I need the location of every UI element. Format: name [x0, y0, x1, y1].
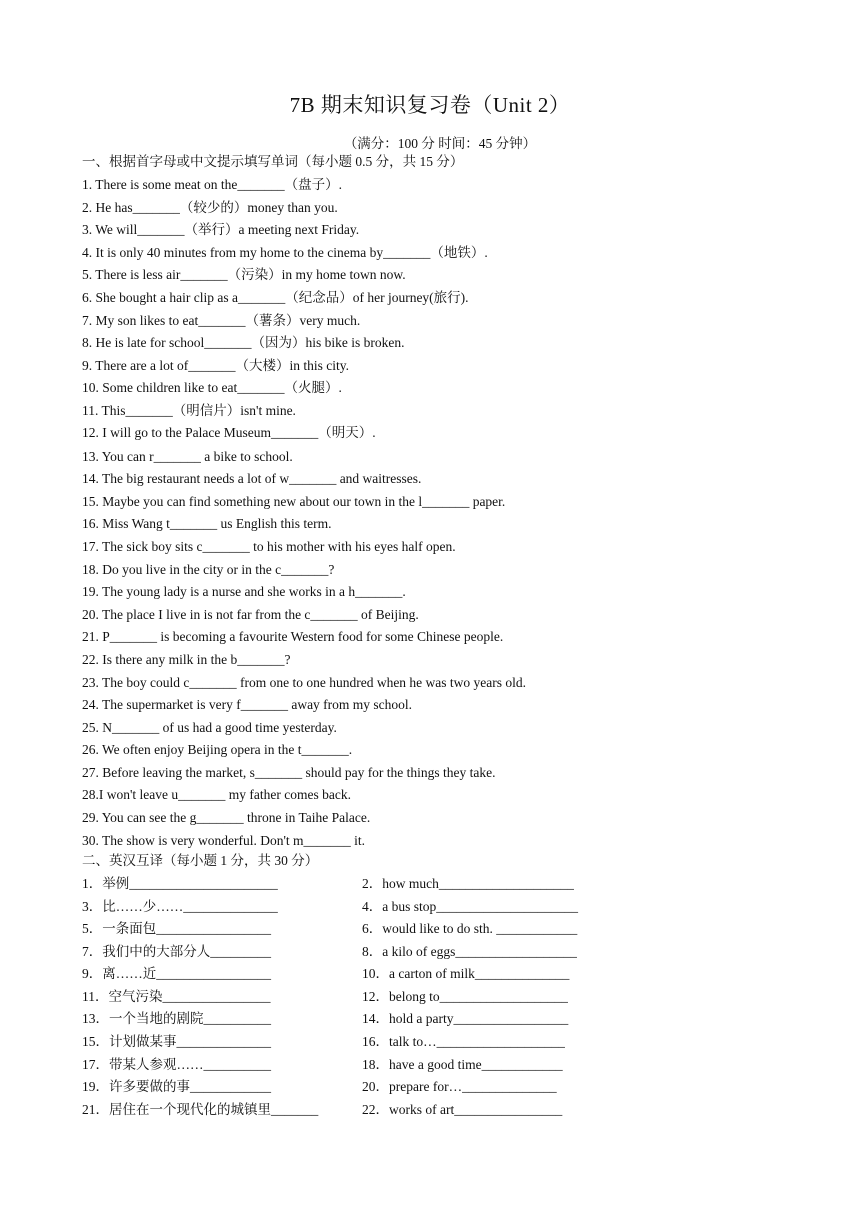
- translation-item: 22．works of art________________: [362, 1102, 563, 1117]
- question-line: 12. I will go to the Palace Museum_______（明天）.: [82, 425, 376, 440]
- translation-item: 14．hold a party_________________: [362, 1011, 569, 1026]
- question-line: 15. Maybe you can find something new about our town in the l_______ paper.: [82, 494, 506, 509]
- question-line: 29. You can see the g_______ throne in Taihe Palace.: [82, 810, 371, 825]
- question-line: 6. She bought a hair clip as a_______（纪念品）of her journey(旅行).: [82, 290, 469, 305]
- question-line: 8. He is late for school_______（因为）his bike is broken.: [82, 335, 405, 350]
- translation-item: 12．belong to___________________: [362, 989, 568, 1004]
- page-title: 7B 期末知识复习卷（Unit 2）: [289, 93, 571, 117]
- translation-item: 7．我们中的大部分人_________: [82, 944, 271, 959]
- translation-item: 15．计划做某事______________: [82, 1034, 271, 1049]
- question-line: 25. N_______ of us had a good time yesterday.: [82, 720, 337, 735]
- translation-item: 20．prepare for…______________: [362, 1079, 557, 1094]
- question-line: 21. P_______ is becoming a favourite Western food for some Chinese people.: [82, 629, 504, 644]
- translation-item: 3．比……少……______________: [82, 899, 278, 914]
- question-line: 13. You can r_______ a bike to school.: [82, 449, 293, 464]
- section1-heading: 一、根据首字母或中文提示填写单词（每小题 0.5 分，共 15 分）: [82, 154, 464, 169]
- question-line: 11. This_______（明信片）isn't mine.: [82, 403, 296, 418]
- question-line: 3. We will_______（举行）a meeting next Friday.: [82, 222, 360, 237]
- translation-item: 5．一条面包_________________: [82, 921, 271, 936]
- section2-heading: 二、英汉互译（每小题 1 分，共 30 分）: [82, 853, 319, 868]
- translation-item: 18．have a good time____________: [362, 1057, 563, 1072]
- translation-item: 17．带某人参观……__________: [82, 1057, 271, 1072]
- question-line: 1. There is some meat on the_______（盘子）.: [82, 177, 342, 192]
- question-line: 24. The supermarket is very f_______ away from my school.: [82, 697, 413, 712]
- question-line: 20. The place I live in is not far from the c_______ of Beijing.: [82, 607, 419, 622]
- translation-item: 13．一个当地的剧院__________: [82, 1011, 271, 1026]
- question-line: 18. Do you live in the city or in the c_______?: [82, 562, 335, 577]
- question-line: 4. It is only 40 minutes from my home to the cinema by_______（地铁）.: [82, 245, 488, 260]
- question-line: 30. The show is very wonderful. Don't m_______ it.: [82, 833, 366, 848]
- translation-item: 1．举例______________________: [82, 876, 278, 891]
- translation-item: 21．居住在一个现代化的城镇里_______: [82, 1102, 319, 1117]
- question-line: 16. Miss Wang t_______ us English this term.: [82, 516, 332, 531]
- question-line: 27. Before leaving the market, s_______ should pay for the things they take.: [82, 765, 496, 780]
- question-line: 14. The big restaurant needs a lot of w_______ and waitresses.: [82, 471, 422, 486]
- translation-item: 6．would like to do sth. ____________: [362, 921, 578, 936]
- page-subtitle: （满分：100 分 时间：45 分钟）: [343, 136, 537, 151]
- translation-item: 16．talk to…___________________: [362, 1034, 565, 1049]
- translation-item: 8．a kilo of eggs__________________: [362, 944, 577, 959]
- question-line: 22. Is there any milk in the b_______?: [82, 652, 291, 667]
- translation-item: 19．许多要做的事____________: [82, 1079, 271, 1094]
- question-line: 10. Some children like to eat_______（火腿）.: [82, 380, 342, 395]
- translation-item: 9．离……近_________________: [82, 966, 271, 981]
- question-line: 26. We often enjoy Beijing opera in the t_______.: [82, 742, 353, 757]
- question-line: 2. He has_______（较少的）money than you.: [82, 200, 338, 215]
- translation-item: 10．a carton of milk______________: [362, 966, 570, 981]
- question-line: 28.I won't leave u_______ my father comes back.: [82, 787, 351, 802]
- question-line: 23. The boy could c_______ from one to one hundred when he was two years old.: [82, 675, 527, 690]
- question-line: 19. The young lady is a nurse and she works in a h_______.: [82, 584, 406, 599]
- question-line: 9. There are a lot of_______（大楼）in this city.: [82, 358, 349, 373]
- translation-item: 11．空气污染________________: [82, 989, 271, 1004]
- translation-item: 2．how much____________________: [362, 876, 574, 891]
- question-line: 5. There is less air_______（污染）in my home town now.: [82, 267, 406, 282]
- question-line: 17. The sick boy sits c_______ to his mother with his eyes half open.: [82, 539, 456, 554]
- translation-item: 4．a bus stop_____________________: [362, 899, 578, 914]
- question-line: 7. My son likes to eat_______（薯条）very much.: [82, 313, 361, 328]
